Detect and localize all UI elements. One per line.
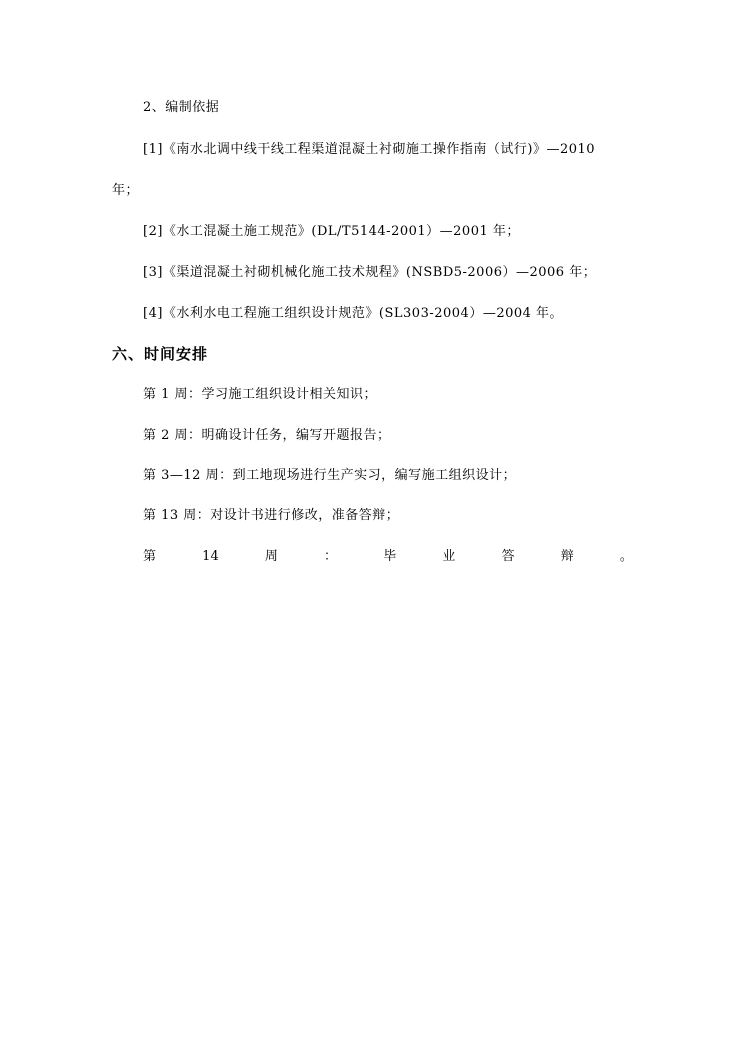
schedule-item-4: 第 13 周：对设计书进行修改，准备答辩；: [143, 508, 400, 523]
reference-1-continuation: 年；: [112, 183, 140, 198]
schedule-item-5-part: 第: [143, 549, 157, 564]
schedule-item-5-part: 辩: [560, 549, 574, 564]
schedule-item-5-part: 14: [202, 549, 219, 564]
schedule-item-5-part: 答: [501, 549, 515, 564]
schedule-item-2: 第 2 周：明确设计任务，编写开题报告；: [143, 428, 391, 443]
schedule-item-5-part: ：: [324, 549, 338, 564]
reference-1: [1]《南水北调中线干线工程渠道混凝土衬砌施工操作指南（试行)》—2010: [143, 142, 596, 157]
schedule-item-5-part: 毕: [383, 549, 397, 564]
schedule-item-5: [143, 548, 633, 566]
schedule-item-3: 第 3—12 周：到工地现场进行生产实习，编写施工组织设计；: [143, 468, 517, 483]
basis-subtitle: 2、编制依据: [143, 100, 220, 115]
schedule-item-5-part: 周: [264, 549, 278, 564]
schedule-item-5-part: 。: [619, 549, 633, 564]
schedule-heading: 六、时间安排: [112, 345, 209, 363]
schedule-item-5-part: 业: [442, 549, 456, 564]
reference-2: [2]《水工混凝土施工规范》(DL/T5144-2001）—2001 年；: [143, 224, 520, 239]
reference-3: [3]《渠道混凝土衬砌机械化施工技术规程》(NSBD5-2006）—2006 年；: [143, 265, 597, 280]
reference-4: [4]《水利水电工程施工组织设计规范》(SL303-2004）—2004 年。: [143, 306, 564, 321]
schedule-item-1: 第 1 周：学习施工组织设计相关知识；: [143, 387, 378, 402]
